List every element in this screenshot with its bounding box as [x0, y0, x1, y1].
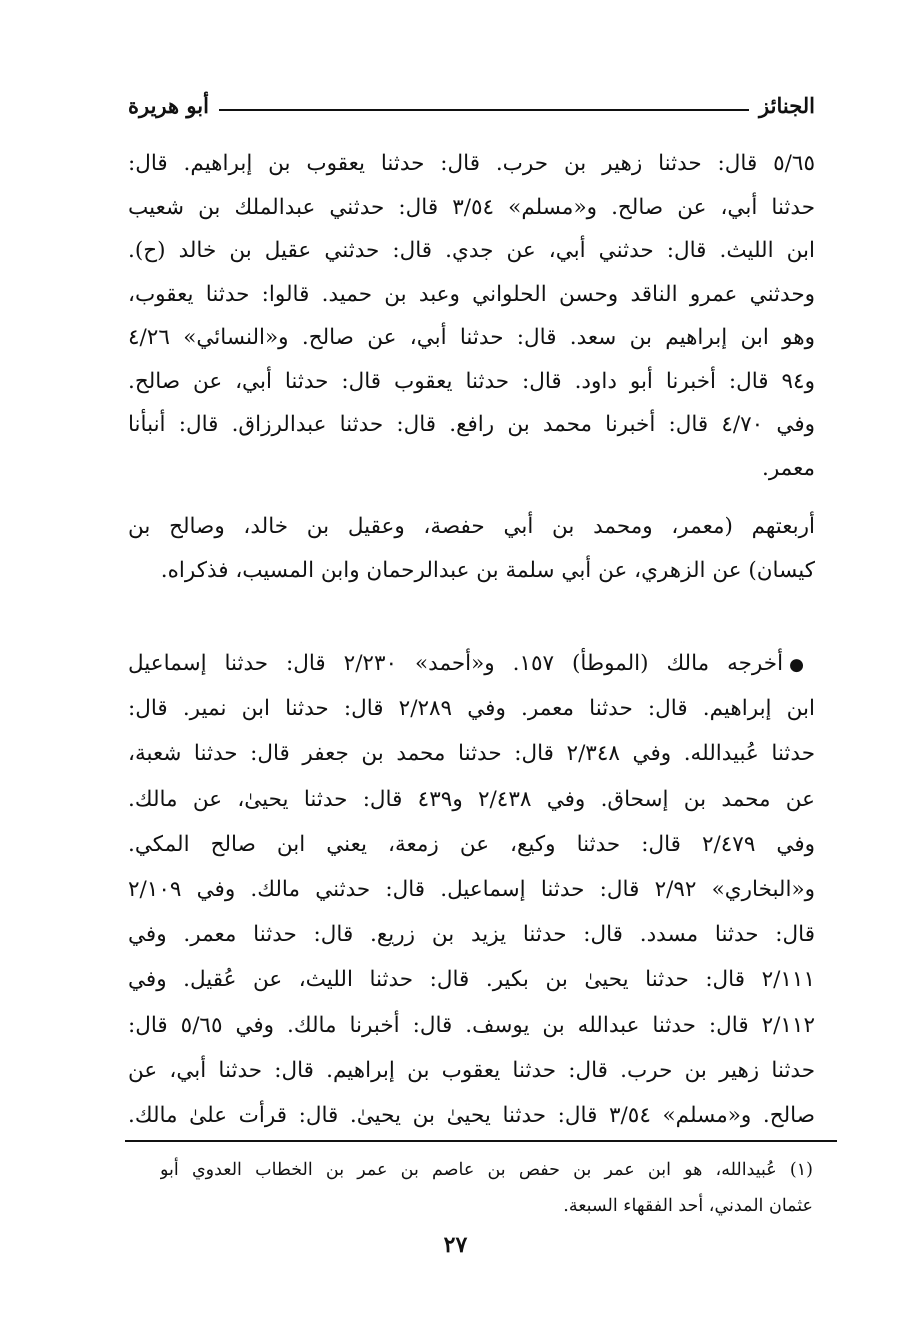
- text-line: ابن الليث. قال: حدثني أبي، عن جدي. قال: حدثني عقيل بن خالد (ح).: [128, 238, 815, 263]
- text-line: كيسان) عن الزهري، عن أبي سلمة بن عبدالرحمان وابن المسيب، فذكراه.: [160, 557, 815, 583]
- text-line: ٥/٦٥ قال: حدثنا زهير بن حرب. قال: حدثنا يعقوب بن إبراهيم. قال:: [128, 151, 815, 176]
- text-line: حدثنا زهير بن حرب. قال: حدثنا يعقوب بن إبراهيم. قال: حدثنا أبي، عن: [128, 1057, 815, 1083]
- text-line: عن محمد بن إسحاق. وفي ٢/٤٣٨ و٤٣٩ قال: حدثنا يحيىٰ، عن مالك.: [128, 786, 815, 812]
- text-line: ٢/١١٢ قال: حدثنا عبدالله بن يوسف. قال: أخبرنا مالك. وفي ٥/٦٥ قال:: [128, 1012, 815, 1038]
- hadith-chain-paragraph: [128, 142, 815, 490]
- footnote: [160, 1152, 813, 1224]
- header-rule: [219, 109, 749, 111]
- text-line: قال: حدثنا مسدد. قال: حدثنا يزيد بن زريع. قال: حدثنا معمر. وفي: [128, 922, 815, 948]
- text-line: معمر.: [761, 455, 815, 481]
- text-line: ٢/١١١ قال: حدثنا يحيىٰ بن بكير. قال: حدثنا الليث، عن عُقيل. وفي: [128, 967, 815, 993]
- text-line: وحدثني عمرو الناقد وحسن الحلواني وعبد بن حميد. قالوا: حدثنا يعقوب،: [128, 281, 815, 307]
- text-line: وفي ٤/٧٠ قال: أخبرنا محمد بن رافع. قال: حدثنا عبدالرزاق. قال: أنبأنا: [128, 412, 815, 437]
- summary-paragraph: [128, 505, 815, 592]
- takhrij-paragraph: [128, 641, 815, 1138]
- running-header: [128, 88, 815, 118]
- text-line: وفي ٢/٤٧٩ قال: حدثنا وكيع، عن زمعة، يعني ابن صالح المكي.: [128, 831, 815, 857]
- text-line: وهو ابن إبراهيم بن سعد. قال: حدثنا أبي، عن صالح. و«النسائي» ٤/٢٦: [128, 325, 815, 350]
- text-line: ابن إبراهيم. قال: حدثنا معمر. وفي ٢/٢٨٩ قال: حدثنا ابن نمير. قال:: [128, 696, 815, 722]
- chapter-title: الجنائز: [759, 93, 815, 118]
- text-line: صالح. و«مسلم» ٣/٥٤ قال: حدثنا يحيىٰ بن يحيىٰ. قال: قرأت علىٰ مالك.: [128, 1102, 815, 1128]
- footnote-separator: [125, 1140, 837, 1142]
- text-line: [128, 731, 815, 776]
- footnote-line: (١) عُبيدالله، هو ابن عمر بن حفص بن عاصم بن عمر بن الخطاب العدوي أبو: [160, 1160, 813, 1180]
- page-number: ٢٧: [443, 1232, 468, 1258]
- narrator-title: أبو هريرة: [128, 93, 209, 118]
- text-segment: أخرجه مالك (الموطأ) ١٥٧. و«أحمد» ٢/٢٣٠ قال: حدثنا إسماعيل: [128, 651, 784, 676]
- text-line: حدثنا أبي، عن صالح. و«مسلم» ٣/٥٤ قال: حدثني عبدالملك بن شعيب: [128, 194, 815, 220]
- bullet-icon: ●: [789, 655, 815, 675]
- text-line: أربعتهم (معمر، ومحمد بن أبي حفصة، وعقيل بن خالد، وصالح بن: [128, 514, 815, 539]
- text-line: و٩٤ قال: أخبرنا أبو داود. قال: حدثنا يعقوب قال: حدثنا أبي، عن صالح.: [128, 368, 815, 394]
- footnote-line: عثمان المدني، أحد الفقهاء السبعة.: [563, 1196, 813, 1216]
- text-line: و«البخاري» ٢/٩٢ قال: حدثنا إسماعيل. قال: حدثني مالك. وفي ٢/١٠٩: [128, 876, 815, 902]
- text-segment: حدثنا عُبيدالله. وفي ٢/٣٤٨ قال: حدثنا محمد بن جعفر قال: حدثنا شعبة،: [128, 741, 815, 767]
- text-line: [128, 641, 815, 686]
